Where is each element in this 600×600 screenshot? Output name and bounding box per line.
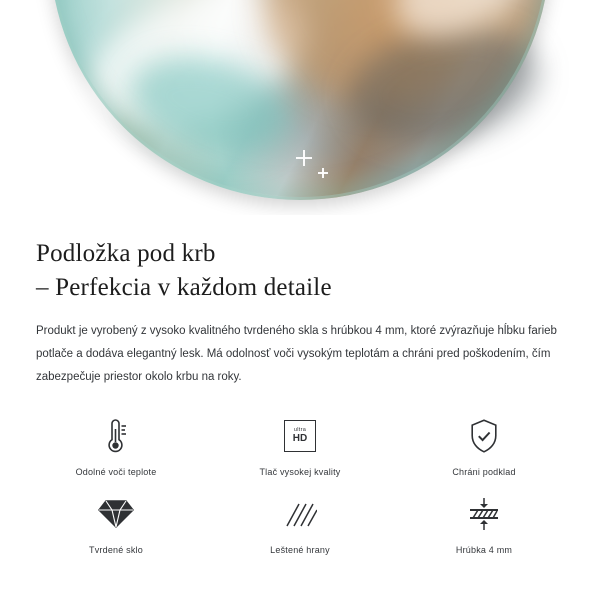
hero-image — [0, 0, 600, 215]
shield-check-icon — [468, 415, 500, 457]
feature-item-tempered-glass — [24, 493, 208, 555]
ultra-hd-icon: ultra HD — [284, 415, 316, 457]
feature-item-thickness — [392, 493, 576, 555]
feature-item-polished-edges — [208, 493, 392, 555]
feature-item-temperature — [24, 415, 208, 477]
feature-label: Leštené hrany — [270, 545, 330, 555]
feature-label: Chráni podklad — [452, 467, 516, 477]
feature-label: Odolné voči teplote — [75, 467, 157, 477]
feature-item-surface-protection — [392, 415, 576, 477]
feature-label: Tvrdené sklo — [89, 545, 143, 555]
description-paragraph: Produkt je vyrobený z vysoko kvalitného tvrdeného skla s hrúbkou 4 mm, ktoré zvýrazňuje hĺbku farieb potlače a dodáva elegantný lesk. Má odolnosť voči vysokým teplotám a chráni pred poškodením, čím zabezpečuje priestor okolo krbu na roky. — [36, 325, 557, 383]
feature-item-print-quality — [208, 415, 392, 477]
thickness-icon — [466, 493, 502, 535]
polished-edges-icon — [283, 493, 317, 535]
feature-label: Hrúbka 4 mm — [455, 545, 513, 555]
text-content — [0, 215, 600, 389]
thermometer-icon — [99, 415, 133, 457]
feature-label: Tlač vysokej kvality — [259, 467, 341, 477]
diamond-icon — [97, 493, 135, 535]
page-title — [36, 237, 564, 304]
feature-grid — [0, 415, 600, 555]
headline-line-1: Podložka pod krb — [36, 240, 216, 267]
glass-board-image — [50, 0, 550, 200]
headline-line-2: – Perfekcia v každom detaile — [36, 273, 332, 301]
glass-edge-highlight — [50, 0, 550, 200]
